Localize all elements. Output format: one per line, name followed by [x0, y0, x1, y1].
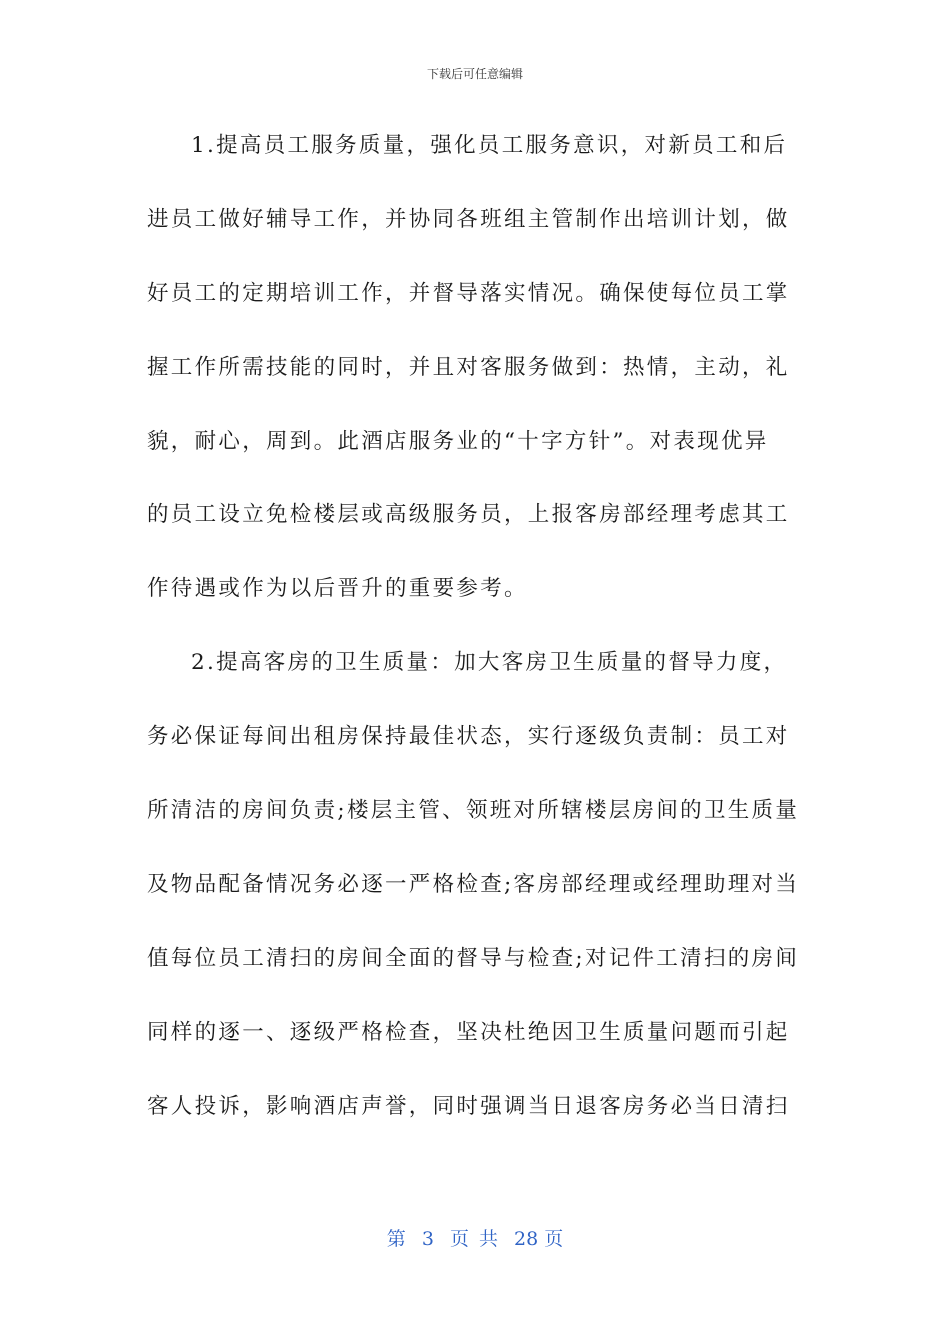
- page-footer: [0, 1224, 950, 1251]
- page-total: 28: [514, 1228, 539, 1250]
- text-line: 好员工的定期培训工作，并督导落实情况。确保使每位员工掌: [147, 280, 790, 306]
- text-line: 同样的逐一、逐级严格检查，坚决杜绝因卫生质量问题而引起: [147, 1019, 790, 1045]
- text-line: 所清洁的房间负责;楼层主管、领班对所辖楼层房间的卫生质量: [147, 798, 800, 824]
- text-line: 进员工做好辅导工作，并协同各班组主管制作出培训计划，做: [147, 206, 790, 232]
- footer-suffix: 页: [544, 1228, 564, 1250]
- document-body: [147, 128, 807, 1162]
- text-line: 及物品配备情况务必逐一严格检查;客房部经理或经理助理对当: [147, 871, 800, 897]
- page-header: 下载后可任意编辑: [426, 67, 523, 81]
- footer-middle: 页 共: [449, 1228, 498, 1250]
- text-line: 貌，耐心，周到。此酒店服务业的“十字方针”。对表现优异: [147, 428, 769, 454]
- text-line: 握工作所需技能的同时，并且对客服务做到：热情，主动，礼: [147, 354, 790, 380]
- page-number: 3: [421, 1228, 434, 1250]
- text-line: 1.提高员工服务质量，强化员工服务意识，对新员工和后: [191, 133, 788, 158]
- text-line: 值每位员工清扫的房间全面的督导与检查;对记件工清扫的房间: [147, 945, 800, 971]
- text-line: 2.提高客房的卫生质量：加大客房卫生质量的督导力度，: [191, 650, 788, 676]
- text-line: 客人投诉，影响酒店声誉，同时强调当日退客房务必当日清扫: [147, 1093, 790, 1119]
- footer-prefix: 第: [386, 1228, 406, 1250]
- text-line: 作待遇或作为以后晋升的重要参考。: [147, 576, 528, 602]
- text-line: 的员工设立免检楼层或高级服务员，上报客房部经理考虑其工: [147, 502, 790, 528]
- text-line: 务必保证每间出租房保持最佳状态，实行逐级负责制：员工对: [147, 724, 790, 750]
